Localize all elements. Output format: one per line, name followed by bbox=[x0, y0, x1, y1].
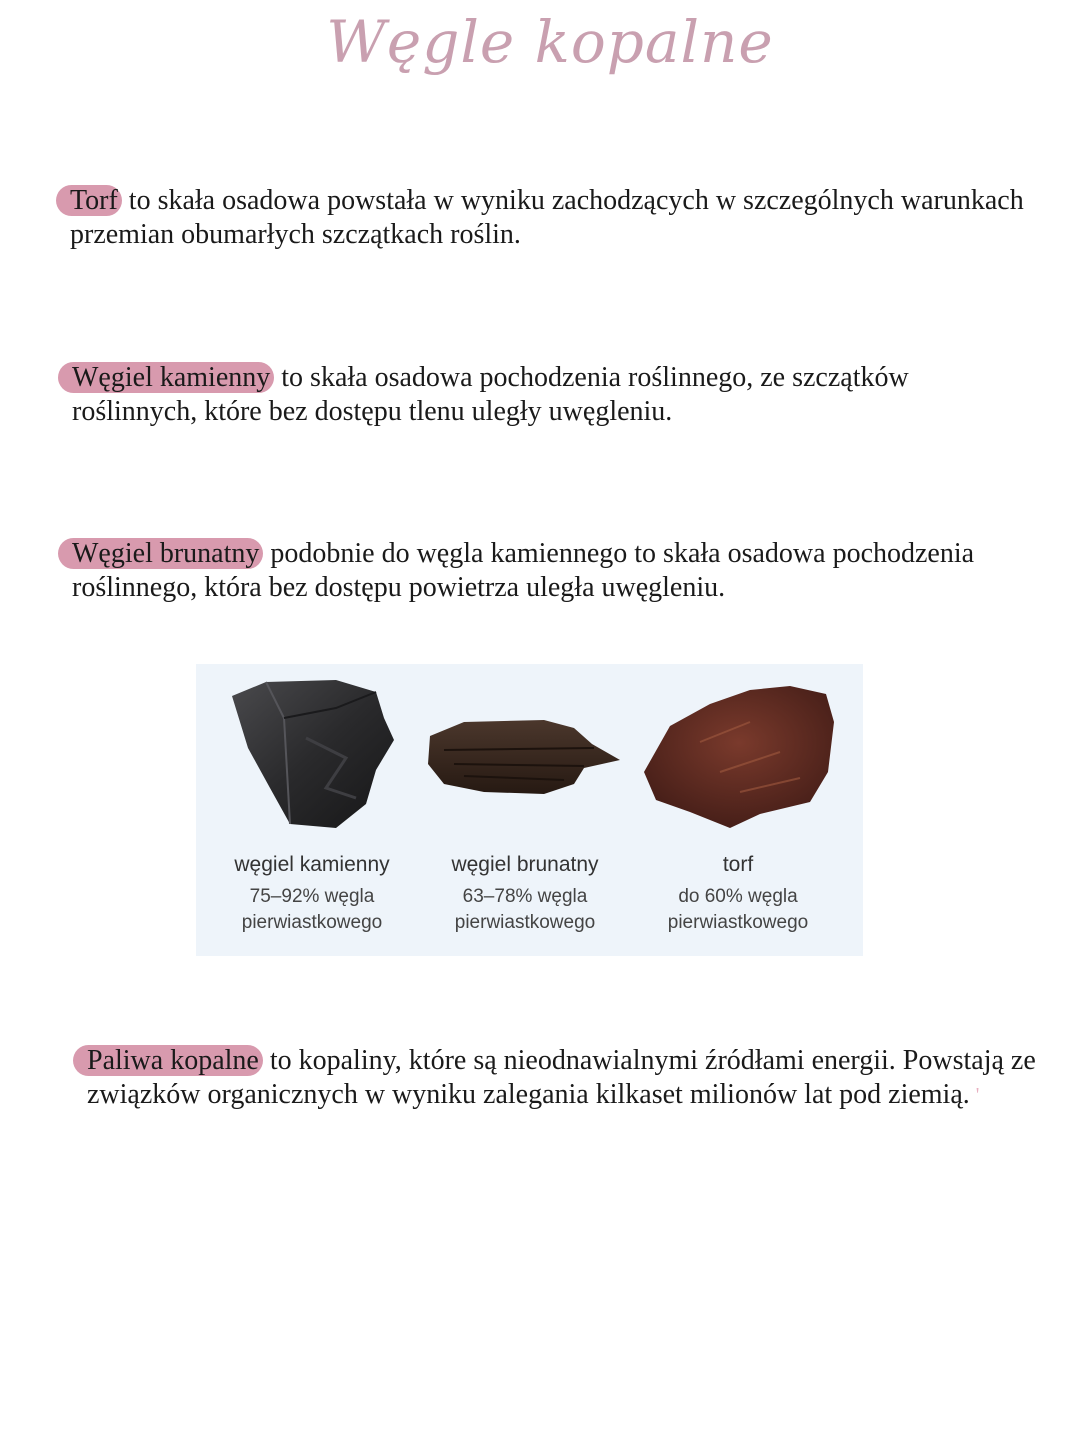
coal-types-figure bbox=[196, 664, 863, 956]
paragraph-wegiel-brunatny bbox=[72, 537, 1032, 605]
stray-mark: ' bbox=[975, 1084, 980, 1106]
caption-hard-coal bbox=[212, 850, 412, 936]
coal-name: torf bbox=[722, 853, 754, 876]
page-title: Węgle kopalne bbox=[326, 8, 774, 76]
hard-coal-image bbox=[226, 678, 396, 838]
definition-text: to skała osadowa pochodzenia roślinnego, ze szczątków roślinnych, które bez dostępu tlenu uległy uwęgleniu. bbox=[72, 362, 909, 427]
paragraph-torf bbox=[70, 184, 1030, 252]
term-highlight: Węgiel brunatny bbox=[58, 538, 263, 569]
term-highlight: Paliwa kopalne bbox=[73, 1045, 263, 1076]
carbon-label: pierwiastkowego bbox=[241, 912, 383, 933]
caption-peat bbox=[638, 850, 838, 936]
brown-coal-image bbox=[424, 714, 624, 804]
definition-text: to skała osadowa powstała w wyniku zachodzących w szczególnych warunkach przemian obumarłych szczątkach roślin. bbox=[70, 185, 1024, 250]
term-highlight: Węgiel kamienny bbox=[58, 362, 274, 393]
carbon-label: pierwiastkowego bbox=[454, 912, 596, 933]
caption-brown-coal bbox=[425, 850, 625, 936]
coal-name: węgiel brunatny bbox=[451, 853, 599, 876]
definition-text: podobnie do węgla kamiennego to skała osadowa pochodzenia roślinnego, która bez dostępu powietrza uległa uwęgleniu. bbox=[72, 538, 975, 603]
carbon-percent: 75–92% węgla bbox=[249, 886, 375, 907]
term-highlight: Torf bbox=[56, 185, 122, 216]
carbon-percent: 63–78% węgla bbox=[462, 886, 588, 907]
paragraph-paliwa-kopalne bbox=[87, 1044, 1047, 1112]
paragraph-wegiel-kamienny bbox=[72, 361, 1032, 429]
carbon-percent: do 60% węgla bbox=[678, 886, 798, 907]
carbon-label: pierwiastkowego bbox=[667, 912, 809, 933]
coal-name: węgiel kamienny bbox=[234, 853, 390, 876]
definition-text: to kopaliny, które są nieodnawialnymi źródłami energii. Powstają ze związków organicznych w wyniku zalegania kilkaset milionów lat pod ziemią. bbox=[87, 1045, 1036, 1110]
peat-image bbox=[640, 682, 836, 832]
